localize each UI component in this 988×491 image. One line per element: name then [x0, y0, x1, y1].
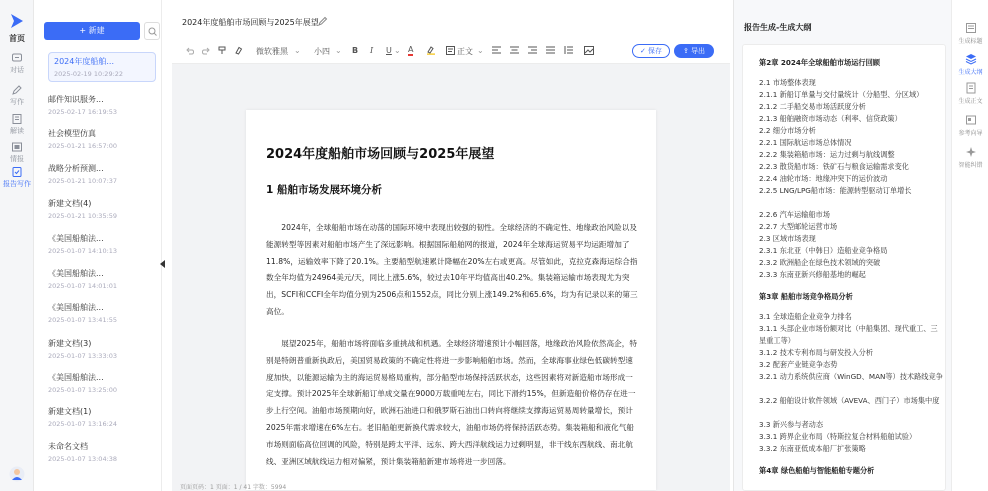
paragraph: 展望2025年，船舶市场将面临多重挑战和机遇。全球经济增速预计小幅回落，地缘政治风险依然高企，特别是特朗普重新执政后，美国贸易政策的不确定性将进一步影响船舶市场。然而，全球海事业绿色低碳转型速度加快，以能源运输为主的海运贸易格局重构，部分船型市场保持活跃状态，这些因素将对新造船市场形成一定支撑。预计2025年全球新船订单成交量在9000万载重吨左右，同比下滑约15%，但新造船价格仍存在进一步上行空间。油船市场预期向好，欧洲石油进口和俄罗斯石油出口转向将继续支撑海运贸易周转量增长，预计2025年需求增速在6%左右。老旧船舶更新换代需求较大，油船市场仍将保持活跃态势。集装箱船和液化气船市场则面临高位回调的风险，特别是跨太平洋、远东、跨大西洋航线运力过剩明显，非干线东西航线、南北航线、亚洲区域航线运力相对偏紧，预计集装箱船新建市场将进一步回落。 — [266, 339, 638, 466]
outline-item[interactable]: 3.2.2 船舶设计软件领域（AVEVA、西门子）市场集中度 — [759, 396, 940, 405]
doc-title: 社会模型仿真 — [48, 129, 96, 138]
paragraph: 2024年，全球船舶市场在动荡的国际环境中表现出较强的韧性。全球经济的不确定性、地缘政治风险以及能源转型等因素对船舶市场产生了深远影响。根据国际船舶网的报道，2024年全球海运贸易平均运距增加了11.8%，运输效率下降了20.1%。主要船型航速累计降幅在20%左右或更高。尽管如此，克拉克森海运综合指数全年均值为24964美元/天，同比上涨5.6%，较过去10年平均值高出40.2%。集装箱运输市场表现尤为突出，SCFI和CCFI全年均值分别为2506点和1552点，同比分别上涨149.2%和65.6%，均为有记录以来的第三高位。 — [266, 223, 638, 316]
doc-date: 2025-01-07 13:25:00 — [48, 386, 118, 394]
outline-content[interactable] — [742, 44, 946, 491]
font-color-button[interactable]: A — [408, 45, 414, 54]
reference-icon — [965, 114, 977, 126]
outline-icon — [965, 53, 977, 65]
doc-date: 2025-01-07 13:16:24 — [48, 420, 118, 428]
collapse-panel-icon[interactable] — [160, 260, 166, 268]
line-spacing-icon[interactable] — [564, 46, 573, 55]
outline-item[interactable]: 3.1 全球造船企业竞争力排名 — [759, 312, 852, 321]
font-size-select[interactable]: 小四 — [314, 47, 330, 56]
align-left-icon[interactable] — [492, 46, 501, 55]
doc-list-item[interactable] — [48, 406, 158, 428]
outline-item[interactable]: 2.2.6 汽车运输船市场 — [759, 210, 830, 219]
tool-generate-body[interactable] — [952, 82, 988, 105]
italic-button[interactable]: I — [370, 46, 374, 55]
doc-date: 2025-01-21 16:57:00 — [48, 142, 118, 150]
outline-chapter[interactable]: 第4章 绿色船舶与智能船舶专题分析 — [759, 466, 875, 475]
doc-list-item[interactable] — [48, 302, 158, 324]
logo-icon[interactable] — [8, 12, 26, 30]
rail-label: 写作 — [10, 98, 24, 106]
tool-smart-correct[interactable] — [952, 146, 988, 169]
doc-date: 2025-01-07 14:10:13 — [48, 247, 118, 255]
avatar[interactable] — [9, 466, 25, 482]
rail-item-chat[interactable] — [0, 52, 34, 75]
align-justify-icon[interactable] — [546, 46, 555, 55]
section-heading: 1 船舶市场发展环境分析 — [266, 184, 382, 196]
doc-title: 《美国船舶法... — [48, 269, 104, 278]
outline-item[interactable]: 2.3.3 东南亚新兴修船基地的崛起 — [759, 270, 866, 279]
status-bar — [172, 482, 730, 491]
outline-item[interactable]: 2.3 区域市场表现 — [759, 234, 816, 243]
doc-title: 战略分析预测... — [48, 164, 104, 173]
rail-label: 对话 — [10, 66, 24, 74]
outline-item[interactable]: 2.1.2 二手船交易市场活跃度分析 — [759, 102, 866, 111]
doc-list-item[interactable] — [48, 233, 158, 255]
doc-list-item[interactable] — [48, 163, 158, 185]
tool-label: 参考向导 — [958, 130, 983, 137]
outline-item[interactable]: 2.2.1 国际航运市场总体情况 — [759, 138, 852, 147]
home-label[interactable]: 首页 — [9, 34, 25, 43]
save-button[interactable]: ✓ 保存 — [632, 44, 670, 58]
document-title[interactable]: 2024年度船舶市场回顾与2025年展望 — [182, 18, 319, 27]
read-icon — [11, 113, 23, 125]
intel-icon — [11, 141, 23, 153]
outline-item[interactable]: 2.3.2 欧洲船企在绿色技术领域的突破 — [759, 258, 881, 267]
doc-title: 《美国船舶法... — [48, 303, 104, 312]
rail-label: 报告写作 — [3, 180, 31, 188]
tool-label: 智能纠错 — [958, 162, 983, 169]
doc-list-item[interactable] — [48, 338, 158, 360]
export-label: 导出 — [691, 47, 706, 55]
outline-item[interactable]: 2.1.3 船舶融资市场动态（利率、信贷政策） — [759, 114, 902, 123]
doc-list-item[interactable] — [48, 198, 158, 220]
highlight-icon[interactable] — [426, 46, 436, 55]
outline-item[interactable]: 2.2.7 大型邮轮运营市场 — [759, 222, 838, 231]
doc-list-item[interactable] — [48, 94, 158, 116]
undo-icon[interactable] — [186, 47, 194, 55]
rail-label: 情报 — [10, 155, 24, 163]
bold-button[interactable]: B — [352, 46, 359, 55]
tool-label: 生成正文 — [958, 98, 983, 105]
doc-date: 2025-02-19 10:29:22 — [54, 70, 124, 78]
outline-item[interactable]: 2.3.1 东北亚（中韩日）造船业竞争格局 — [759, 246, 888, 255]
doc-title: 新建文档(4) — [48, 199, 92, 208]
outline-item[interactable]: 2.2.5 LNG/LPG船市场：能源转型驱动订单增长 — [759, 186, 912, 195]
outline-chapter[interactable]: 第2章 2024年全球船舶市场运行回顾 — [759, 58, 880, 67]
doc-list-item[interactable] — [48, 372, 158, 394]
outline-item[interactable]: 3.2.1 动力系统供应商（WinGD、MAN等）技术路线竞争 — [759, 372, 943, 381]
outline-item[interactable]: 3.1.1 头部企业市场份额对比（中船集团、现代重工、三星重工等） — [759, 324, 938, 345]
redo-icon[interactable] — [202, 47, 210, 55]
font-family-select[interactable]: 微软雅黑 — [256, 47, 288, 56]
doc-date: 2025-01-07 13:04:38 — [48, 455, 118, 463]
tool-generate-outline[interactable] — [952, 53, 988, 76]
doc-title: 新建文档(3) — [48, 339, 92, 348]
tool-generate-title[interactable] — [952, 22, 988, 45]
outline-item[interactable]: 2.1.1 新船订单量与交付量统计（分船型、分区域） — [759, 90, 924, 99]
align-center-icon[interactable] — [510, 46, 519, 55]
image-icon[interactable] — [584, 46, 594, 55]
tool-panel — [951, 0, 988, 491]
doc-title: 未命名文档 — [48, 442, 88, 451]
title-icon — [965, 22, 977, 34]
format-painter-icon[interactable] — [218, 46, 227, 55]
rail-item-read[interactable] — [0, 113, 34, 136]
doc-list-item[interactable] — [48, 441, 158, 463]
document-page[interactable] — [246, 110, 656, 490]
status-text: 页面页码：1 页面：1 / 41 字数：5994 — [180, 484, 287, 491]
outline-item[interactable]: 3.3.1 跨界企业布局（特斯拉复合材料船舶试验） — [759, 432, 917, 441]
doc-title: 新建文档(1) — [48, 407, 92, 416]
paragraph-style-select[interactable]: 正文 — [457, 47, 473, 56]
doc-date: 2025-01-07 13:33:03 — [48, 352, 118, 360]
correct-icon — [965, 146, 977, 158]
doc-date: 2025-01-07 14:01:01 — [48, 282, 118, 290]
document-heading: 2024年度船舶市场回顾与2025年展望 — [266, 147, 495, 162]
save-label: 保存 — [648, 47, 663, 55]
doc-date: 2025-01-07 13:41:55 — [48, 316, 118, 324]
chat-icon — [11, 52, 23, 64]
doc-list-item[interactable] — [48, 128, 158, 150]
outline-title: 报告生成-生成大纲 — [744, 23, 812, 32]
new-document-button[interactable]: + 新建 — [44, 22, 140, 40]
search-button[interactable] — [144, 22, 160, 40]
doc-date: 2025-01-21 10:07:37 — [48, 177, 118, 185]
outline-item[interactable]: 2.2.3 散货船市场：铁矿石与粮食运输需求变化 — [759, 162, 909, 171]
outline-item[interactable]: 3.2 配套产业链竞争态势 — [759, 360, 838, 369]
editor-area — [172, 0, 730, 491]
edit-title-icon[interactable] — [318, 16, 328, 26]
doc-list-item[interactable] — [48, 268, 158, 290]
outline-item[interactable]: 2.2.2 集装箱船市场：运力过剩与航线调整 — [759, 150, 895, 159]
outline-item[interactable]: 2.2.4 油轮市场：地缘冲突下的运价波动 — [759, 174, 888, 183]
paragraph-style-icon — [446, 46, 455, 55]
left-rail — [0, 0, 34, 491]
clear-format-icon[interactable] — [234, 46, 243, 55]
doc-title: 《美国船舶法... — [48, 234, 104, 243]
doc-title: 2024年度船舶... — [54, 57, 114, 66]
rail-item-report[interactable] — [0, 166, 34, 189]
tool-reference-guide[interactable] — [952, 114, 988, 137]
rail-item-intel[interactable] — [0, 141, 34, 164]
doc-list-item[interactable] — [48, 52, 156, 82]
outline-item[interactable]: 3.3 新兴参与者动态 — [759, 420, 824, 429]
underline-button[interactable]: U — [386, 46, 392, 55]
doc-title: 邮件知识服务... — [48, 95, 104, 104]
report-icon — [11, 166, 23, 178]
doc-title: 《美国船舶法... — [48, 373, 104, 382]
doc-date: 2025-01-21 10:35:59 — [48, 212, 118, 220]
search-icon — [148, 27, 157, 36]
rail-item-write[interactable] — [0, 84, 34, 107]
document-list-panel — [34, 0, 162, 491]
format-toolbar: 微软雅黑 ⌄ 小四 ⌄ B I U ⌄ A 正文 ⌄ ✓ 保存 ⇪ 导出 — [172, 38, 730, 64]
tool-label: 生成标题 — [958, 38, 983, 45]
outline-panel — [733, 0, 951, 491]
rail-label: 解读 — [10, 127, 24, 135]
title-bar — [172, 0, 730, 38]
outline-item[interactable]: 2.2 细分市场分析 — [759, 126, 816, 135]
outline-item[interactable]: 3.1.2 技术专利布局与研发投入分析 — [759, 348, 874, 357]
outline-chapter[interactable]: 第3章 船舶市场竞争格局分析 — [759, 292, 853, 301]
export-button[interactable]: ⇪ 导出 — [674, 44, 714, 58]
align-right-icon[interactable] — [528, 46, 537, 55]
outline-item[interactable]: 3.3.2 东南亚低成本船厂扩张策略 — [759, 444, 866, 453]
doc-date: 2025-02-17 16:19:53 — [48, 108, 118, 116]
outline-item[interactable]: 2.1 市场整体表现 — [759, 78, 816, 87]
body-icon — [965, 82, 977, 94]
pen-icon — [11, 84, 23, 96]
tool-label: 生成大纲 — [958, 69, 983, 76]
